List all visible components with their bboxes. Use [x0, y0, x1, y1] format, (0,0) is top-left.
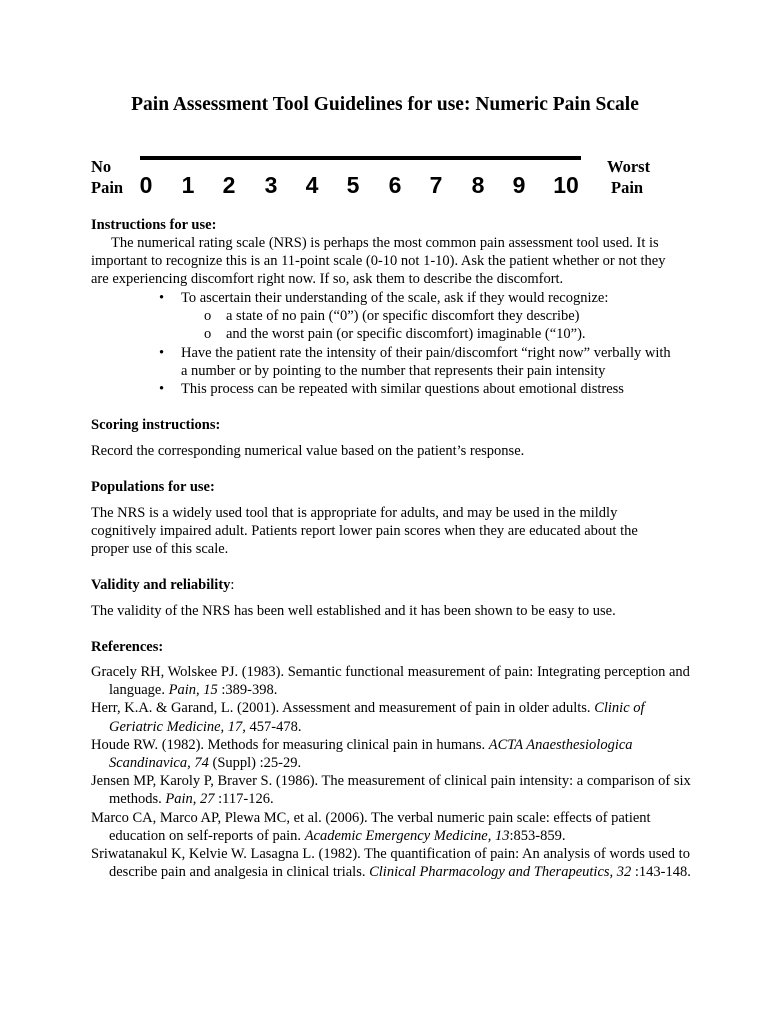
scale-number-5: 5 [346, 172, 360, 198]
scale-left-label-top: No [91, 157, 112, 176]
reference-item: Sriwatanakul K, Kelvie W. Lasagna L. (1982). The quantification of pain: An analysis of words used to describe pain and analgesia in clinical trials. Clinical Pharmacology and Therapeutics, 32 :143-148. [91, 846, 691, 881]
instruction-bullet-1 [159, 289, 661, 307]
validity-heading-colon: : [230, 577, 235, 593]
reference-item: Gracely RH, Wolskee PJ. (1983). Semantic functional measurement of pain: Integrating perception and language. Pain, 15 :389-398. [91, 664, 690, 699]
validity-heading-text: Validity and reliability [91, 577, 231, 593]
populations-text: The NRS is a widely used tool that is appropriate for adults, and may be used in the mildly cognitively impaired adult. Patients report lower pain scores when they are educated about the proper use of this scale. [91, 505, 638, 558]
reference-item: Herr, K.A. & Garand, L. (2001). Assessment and measurement of pain in older adults. Clinic of Geriatric Medicine, 17, 457-478. [91, 700, 645, 735]
instructions-paragraph: The numerical rating scale (NRS) is perhaps the most common pain assessment tool used. It is important to recognize this is an 11-point scale (0-10 not 1-10). Ask the patient whether or not they are experiencing discomfort right now. If so, ask them to describe the discomfort. [91, 235, 666, 288]
reference-item: Jensen MP, Karoly P, Braver S. (1986). The measurement of clinical pain intensity: a comparison of six methods. Pain, 27 :117-126. [91, 773, 691, 808]
scale-number-6: 6 [388, 172, 402, 198]
bullet-text: To ascertain their understanding of the scale, ask if they would recognize: [181, 290, 609, 306]
references-heading: References: [91, 639, 164, 655]
scoring-text: Record the corresponding numerical value based on the patient’s response. [91, 443, 525, 459]
scale-number-2: 2 [222, 172, 236, 198]
instruction-bullet-3 [159, 380, 671, 398]
sub-bullet-icon: o [204, 326, 212, 342]
references-list [91, 663, 691, 881]
scale-right-label-top: Worst [607, 157, 651, 176]
scale-right-label-bottom: Pain [611, 178, 644, 197]
validity-heading [91, 576, 234, 594]
sub-bullet-text: a state of no pain (“0”) (or specific discomfort they describe) [226, 308, 580, 324]
bullet-icon: • [159, 381, 165, 397]
page-title: Pain Assessment Tool Guidelines for use: Numeric Pain Scale [131, 94, 639, 115]
scale-number-4: 4 [305, 172, 319, 198]
bullet-text: This process can be repeated with similar questions about emotional distress [181, 381, 624, 397]
reference-item: Houde RW. (1982). Methods for measuring clinical pain in humans. ACTA Anaesthesiologica Scandinavica, 74 (Suppl) :25-29. [91, 736, 633, 772]
scale-number-9: 9 [512, 172, 526, 198]
scale-number-7: 7 [429, 172, 443, 198]
scale-left-label-bottom: Pain [91, 178, 124, 197]
instruction-sub-bullet-1 [204, 307, 666, 325]
instruction-bullet-2 [159, 344, 671, 380]
instructions-heading: Instructions for use: [91, 217, 217, 233]
validity-text: The validity of the NRS has been well established and it has been shown to be easy to use. [91, 603, 616, 619]
scale-numbers [0, 170, 770, 200]
scale-line [140, 156, 581, 160]
scoring-heading: Scoring instructions: [91, 417, 221, 433]
scale-number-0: 0 [139, 172, 153, 198]
scale-number-1: 1 [181, 172, 195, 198]
bullet-icon: • [159, 345, 165, 361]
scale-number-10: 10 [553, 172, 579, 198]
scale-number-3: 3 [264, 172, 278, 198]
instruction-sub-bullet-2 [204, 325, 666, 343]
reference-item: Marco CA, Marco AP, Plewa MC, et al. (2006). The verbal numeric pain scale: effects of patient education on self-reports of pain. Academic Emergency Medicine, 13:853-859. [91, 809, 651, 844]
bullet-text: Have the patient rate the intensity of their pain/discomfort “right now” verbally with a number or by pointing to the number that represents their pain intensity [181, 345, 671, 380]
bullet-icon: • [159, 290, 165, 306]
populations-heading: Populations for use: [91, 479, 215, 495]
sub-bullet-icon: o [204, 308, 212, 324]
sub-bullet-text: and the worst pain (or specific discomfort) imaginable (“10”). [226, 326, 586, 342]
scale-number-8: 8 [471, 172, 485, 198]
